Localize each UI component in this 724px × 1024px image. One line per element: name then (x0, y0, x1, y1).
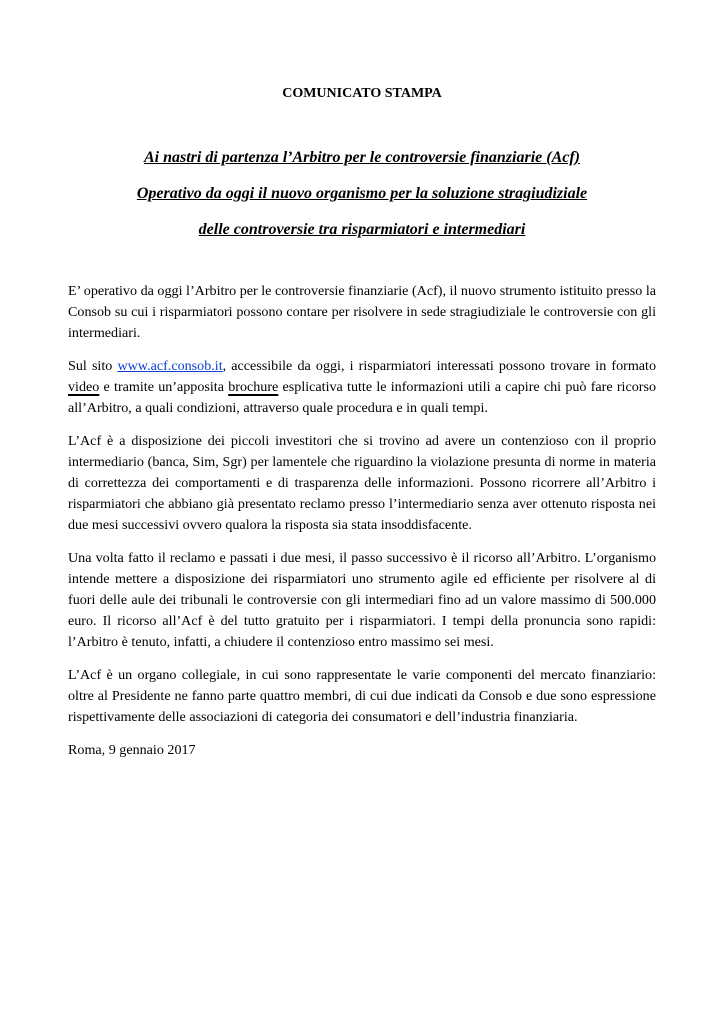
dateline: Roma, 9 gennaio 2017 (68, 742, 196, 758)
paragraph-website-text-b: , accessibile da oggi, i risparmiatori interessati possono trovare in formato (222, 358, 656, 374)
headline-main: Ai nastri di partenza l’Arbitro per le controversie finanziarie (Acf) (143, 149, 580, 166)
video-mention: video (68, 379, 100, 395)
press-release-body (68, 281, 656, 773)
paragraph-eligibility: L’Acf è a disposizione dei piccoli investitori che si trovino ad avere un contenzioso con il proprio intermediario (banca, Sim, Sgr) per lamentele che riguardino la violazione presunta di norme in materia di correttezza dei comportamenti e di trasparenza delle informazioni. Possono ricorrere all’Arbitro i risparmiatori che abbiano già presentato reclamo presso l’intermediario senza aver ottenuto risposta nei due mesi successivi ovvero qualora la risposta sia stata insoddisfacente. (68, 433, 656, 533)
headline-subtitle-line-2: delle controversie tra risparmiatori e intermediari (198, 221, 526, 238)
paragraph-composition: L’Acf è un organo collegiale, in cui sono rappresentate le varie componenti del mercato finanziario: oltre al Presidente ne fanno parte quattro membri, di cui due indicati da Consob e due sono espressione rispettivamente delle associazioni di categoria dei consumatori e dell’industria finanziaria. (68, 667, 656, 725)
brochure-mention: brochure (228, 379, 279, 395)
paragraph-website-text-d: esplicativa tutte le informazioni utili a capire chi può fare ricorso all’Arbitro, a quali condizioni, attraverso quale procedura e in quali tempi. (68, 379, 656, 416)
paragraph-website-text-a: Sul sito (68, 358, 118, 374)
paragraph-website-text-c: e tramite un’apposita (99, 379, 229, 395)
document-type-heading: COMUNICATO STAMPA (282, 86, 442, 101)
headline-subtitle-line-1: Operativo da oggi il nuovo organismo per la soluzione stragiudiziale (136, 185, 588, 202)
paragraph-procedure: Una volta fatto il reclamo e passati i due mesi, il passo successivo è il ricorso all’Arbitro. L’organismo intende mettere a disposizione dei risparmiatori uno strumento agile ed efficiente per risolvere al di fuori delle aule dei tribunali le controversie con gli intermediari fino ad un valore massimo di 500.000 euro. Il ricorso all’Acf è del tutto gratuito per i risparmiatori. I tempi della pronuncia sono rapidi: l’Arbitro è tenuto, infatti, a chiudere il contenzioso entro massimo sei mesi. (68, 550, 656, 650)
paragraph-website (68, 356, 656, 419)
acf-website-link[interactable]: www.acf.consob.it (117, 358, 223, 374)
paragraph-intro: E’ operativo da oggi l’Arbitro per le controversie finanziarie (Acf), il nuovo strumento istituito presso la Consob su cui i risparmiatori possono contare per risolvere in sede stragiudiziale le controversie con gli intermediari. (68, 283, 656, 341)
